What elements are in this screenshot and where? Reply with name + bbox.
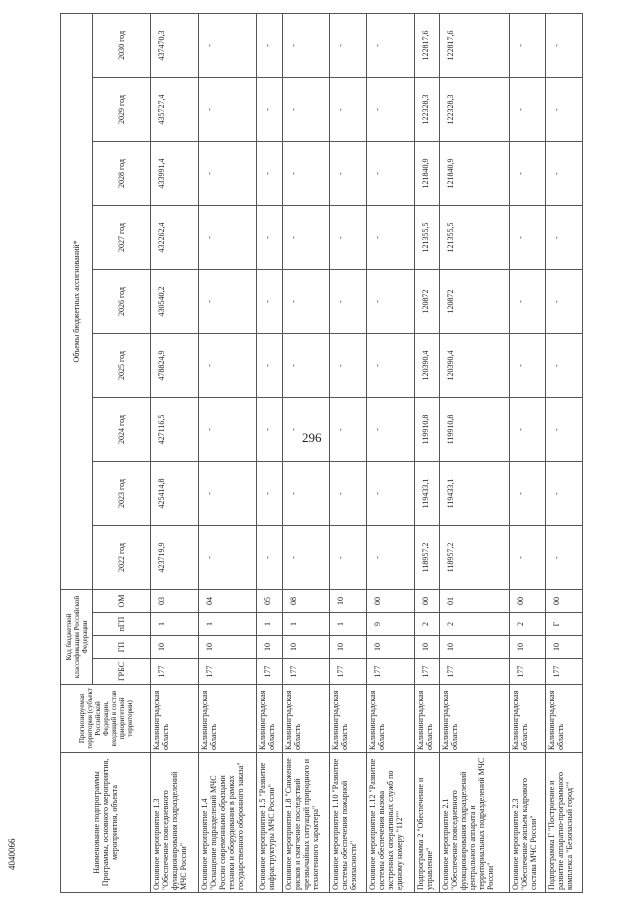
row-value-cell: -: [509, 141, 546, 205]
row-value-cell: 119910,8: [414, 397, 440, 461]
row-value-cell: 433991,4: [151, 141, 199, 205]
row-code-cell: 1: [151, 613, 199, 636]
row-name: Основное мероприятие 2.1 "Обеспечение повседневного функционирования подразделений центрального аппарата и территориальных подразделений МЧС России": [440, 753, 510, 893]
row-value-cell: -: [366, 333, 414, 397]
header-year-0: 2022 год: [93, 525, 151, 589]
row-value-cell: -: [257, 397, 283, 461]
table-row: [330, 13, 367, 892]
row-value-cell: -: [257, 77, 283, 141]
row-value-cell: 120390,4: [440, 333, 510, 397]
rotated-budget-table-container: [60, 13, 583, 893]
page-number: 296: [302, 430, 322, 445]
row-name: Основное мероприятие 1.5 "Развитие инфраструктуры МЧС России": [257, 753, 283, 893]
row-code-cell: 1: [257, 613, 283, 636]
row-name: Основное мероприятие 1.3 "Обеспечение повседневного функционирования подразделений МЧС России": [151, 753, 199, 893]
row-value-cell: -: [257, 333, 283, 397]
header-year-7: 2029 год: [93, 77, 151, 141]
row-value-cell: 120872: [440, 269, 510, 333]
row-value-cell: -: [366, 461, 414, 525]
row-value-cell: 121840,9: [440, 141, 510, 205]
row-value-cell: -: [509, 525, 546, 589]
header-territory: Прогнозируемая территория (субъект Российской Федерации, входящий в состав приоритетной территории): [61, 685, 151, 753]
row-value-cell: -: [198, 461, 257, 525]
row-code-cell: 1: [198, 613, 257, 636]
row-value-cell: 122817,6: [414, 13, 440, 77]
row-value-cell: -: [330, 269, 367, 333]
row-value-cell: -: [257, 525, 283, 589]
row-value-cell: 432262,4: [151, 205, 199, 269]
header-year-1: 2023 год: [93, 461, 151, 525]
row-value-cell: -: [257, 141, 283, 205]
row-value-cell: 120872: [414, 269, 440, 333]
row-value-cell: -: [282, 141, 330, 205]
header-year-3: 2025 год: [93, 333, 151, 397]
row-value-cell: 430540,2: [151, 269, 199, 333]
row-code-cell: 177: [257, 659, 283, 685]
row-value-cell: -: [509, 13, 546, 77]
row-value-cell: -: [282, 397, 330, 461]
row-value-cell: -: [198, 141, 257, 205]
row-territory: Калининградская область: [509, 685, 546, 753]
row-value-cell: 118957,2: [414, 525, 440, 589]
header-kbk: Код бюджетной классификации Российской Федерации: [61, 589, 93, 684]
row-code-cell: 2: [414, 613, 440, 636]
row-code-cell: 177: [414, 659, 440, 685]
header-budget: Объемы бюджетных ассигнований*: [61, 13, 93, 589]
header-kbk-1: ГП: [93, 636, 151, 659]
row-value-cell: 121840,9: [414, 141, 440, 205]
row-value-cell: -: [330, 205, 367, 269]
row-value-cell: -: [282, 461, 330, 525]
row-code-cell: 10: [546, 636, 583, 659]
row-value-cell: -: [330, 333, 367, 397]
row-value-cell: -: [330, 77, 367, 141]
row-value-cell: -: [546, 269, 583, 333]
row-value-cell: 427116,5: [151, 397, 199, 461]
header-kbk-3: ОМ: [93, 589, 151, 612]
row-value-cell: -: [366, 397, 414, 461]
row-name: Основное мероприятие 1.8 "Снижение рисков и смягчение последствий чрезвычайных ситуаций природного и техногенного характера": [282, 753, 330, 893]
header-name: Наименование подпрограммы Программы, основного мероприятия, мероприятия, объекта: [61, 753, 151, 893]
row-code-cell: 00: [414, 589, 440, 612]
row-value-cell: 435727,4: [151, 77, 199, 141]
row-value-cell: -: [257, 269, 283, 333]
row-code-cell: 1: [330, 613, 367, 636]
table-row: [546, 13, 583, 892]
row-value-cell: -: [198, 333, 257, 397]
row-code-cell: 00: [366, 589, 414, 612]
row-value-cell: 122328,3: [440, 77, 510, 141]
row-value-cell: -: [366, 141, 414, 205]
row-value-cell: -: [366, 77, 414, 141]
row-code-cell: 03: [151, 589, 199, 612]
row-value-cell: -: [257, 13, 283, 77]
row-territory: Калининградская область: [151, 685, 199, 753]
row-value-cell: -: [257, 461, 283, 525]
row-code-cell: 177: [282, 659, 330, 685]
row-value-cell: -: [546, 461, 583, 525]
row-value-cell: -: [366, 13, 414, 77]
row-name: Основное мероприятие 1.12 "Развитие системы обеспечения вызова экстренных оперативных служб по единому номеру "112"": [366, 753, 414, 893]
row-name: Основное мероприятие 2.3 "Обеспечение жильем кадрового состава МЧС России": [509, 753, 546, 893]
row-code-cell: 177: [198, 659, 257, 685]
row-value-cell: -: [330, 13, 367, 77]
row-value-cell: -: [546, 333, 583, 397]
row-value-cell: -: [509, 205, 546, 269]
row-value-cell: -: [366, 205, 414, 269]
table-row: [282, 13, 330, 892]
table-row: [509, 13, 546, 892]
row-value-cell: 120390,4: [414, 333, 440, 397]
table-row: [151, 13, 199, 892]
row-code-cell: 08: [282, 589, 330, 612]
row-territory: Калининградская область: [440, 685, 510, 753]
row-value-cell: -: [282, 269, 330, 333]
row-code-cell: 1: [282, 613, 330, 636]
row-code-cell: 10: [414, 636, 440, 659]
row-value-cell: -: [282, 205, 330, 269]
table-row: [257, 13, 283, 892]
table-row: [366, 13, 414, 892]
row-value-cell: -: [257, 205, 283, 269]
row-territory: Калининградская область: [366, 685, 414, 753]
row-name: Подпрограмма 2 "Обеспечение и управление": [414, 753, 440, 893]
row-value-cell: -: [282, 333, 330, 397]
row-value-cell: -: [282, 77, 330, 141]
table-row: [414, 13, 440, 892]
row-code-cell: 05: [257, 589, 283, 612]
row-value-cell: -: [546, 525, 583, 589]
row-value-cell: -: [509, 77, 546, 141]
row-value-cell: -: [366, 269, 414, 333]
row-value-cell: 423719,9: [151, 525, 199, 589]
row-code-cell: 10: [509, 636, 546, 659]
row-value-cell: -: [509, 397, 546, 461]
row-value-cell: -: [509, 461, 546, 525]
table-row: [198, 13, 257, 892]
row-territory: Калининградская область: [282, 685, 330, 753]
row-value-cell: 118957,2: [440, 525, 510, 589]
row-value-cell: -: [509, 333, 546, 397]
header-kbk-2: пГП: [93, 613, 151, 636]
row-value-cell: -: [198, 77, 257, 141]
row-code-cell: 9: [366, 613, 414, 636]
row-code-cell: 04: [198, 589, 257, 612]
row-code-cell: 177: [366, 659, 414, 685]
row-code-cell: 10: [257, 636, 283, 659]
row-code-cell: 10: [198, 636, 257, 659]
row-value-cell: -: [366, 525, 414, 589]
row-code-cell: 177: [440, 659, 510, 685]
row-value-cell: -: [330, 397, 367, 461]
row-territory: Калининградская область: [257, 685, 283, 753]
row-code-cell: 2: [440, 613, 510, 636]
row-value-cell: -: [198, 13, 257, 77]
row-code-cell: 2: [509, 613, 546, 636]
row-name: Основное мероприятие 1.4 "Оснащение подразделений МЧС России современными образцами техники и оборудования в рамках государственного оборонного заказа": [198, 753, 257, 893]
header-year-5: 2027 год: [93, 205, 151, 269]
row-code-cell: 10: [151, 636, 199, 659]
row-territory: Калининградская область: [546, 685, 583, 753]
row-code-cell: 00: [509, 589, 546, 612]
row-value-cell: -: [546, 397, 583, 461]
row-value-cell: -: [198, 397, 257, 461]
row-code-cell: 10: [330, 636, 367, 659]
row-code-cell: 177: [546, 659, 583, 685]
row-value-cell: -: [330, 461, 367, 525]
row-code-cell: 10: [282, 636, 330, 659]
row-code-cell: 10: [330, 589, 367, 612]
budget-table: [60, 13, 583, 893]
row-value-cell: 121355,5: [440, 205, 510, 269]
row-name: Основное мероприятие 1.10 "Развитие системы обеспечения пожарной безопасности": [330, 753, 367, 893]
row-value-cell: -: [546, 141, 583, 205]
row-value-cell: -: [198, 525, 257, 589]
row-value-cell: -: [282, 13, 330, 77]
row-value-cell: 478824,9: [151, 333, 199, 397]
row-value-cell: 122817,6: [440, 13, 510, 77]
footer-code: 4040066: [7, 838, 17, 870]
row-code-cell: 00: [546, 589, 583, 612]
row-territory: Калининградская область: [198, 685, 257, 753]
row-value-cell: 119910,8: [440, 397, 510, 461]
row-value-cell: -: [198, 269, 257, 333]
row-value-cell: -: [198, 205, 257, 269]
row-value-cell: -: [546, 13, 583, 77]
header-year-6: 2028 год: [93, 141, 151, 205]
row-value-cell: 437470,3: [151, 13, 199, 77]
row-value-cell: -: [330, 525, 367, 589]
header-year-4: 2026 год: [93, 269, 151, 333]
row-territory: Калининградская область: [414, 685, 440, 753]
row-code-cell: 01: [440, 589, 510, 612]
row-value-cell: 425414,8: [151, 461, 199, 525]
row-code-cell: 177: [330, 659, 367, 685]
header-kbk-0: ГРБС: [93, 659, 151, 685]
header-year-8: 2030 год: [93, 13, 151, 77]
row-value-cell: 121355,5: [414, 205, 440, 269]
row-code-cell: Г: [546, 613, 583, 636]
row-code-cell: 10: [366, 636, 414, 659]
row-value-cell: -: [282, 525, 330, 589]
row-value-cell: 119433,1: [440, 461, 510, 525]
row-value-cell: -: [509, 269, 546, 333]
row-code-cell: 177: [509, 659, 546, 685]
row-territory: Калининградская область: [330, 685, 367, 753]
row-name: Подпрограмма Г "Построение и развитие аппаратно-программного комплекса "Безопасный город"": [546, 753, 583, 893]
row-value-cell: 122328,3: [414, 77, 440, 141]
row-value-cell: -: [546, 77, 583, 141]
row-value-cell: -: [330, 141, 367, 205]
row-value-cell: -: [546, 205, 583, 269]
row-code-cell: 10: [440, 636, 510, 659]
table-row: [440, 13, 510, 892]
row-code-cell: 177: [151, 659, 199, 685]
header-year-2: 2024 год: [93, 397, 151, 461]
row-value-cell: 119433,1: [414, 461, 440, 525]
